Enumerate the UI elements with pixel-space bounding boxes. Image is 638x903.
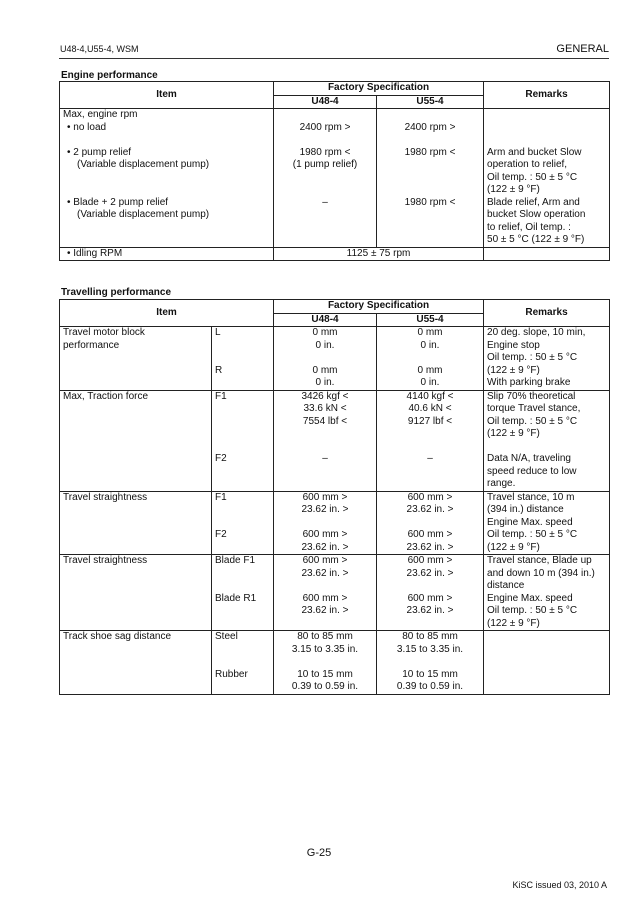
header-rule <box>59 58 609 59</box>
remarks-header: Remarks <box>484 82 610 109</box>
table-row <box>60 390 610 491</box>
traction-sub <box>212 390 274 491</box>
straightness-blade-remarks <box>484 555 610 631</box>
value-line: 23.62 in. > <box>406 567 454 579</box>
motor-block-u48 <box>274 327 377 391</box>
value-line: 23.62 in. > <box>301 541 349 553</box>
u55-header: U55-4 <box>377 95 484 109</box>
table-row <box>60 631 610 695</box>
remark-line: Engine Max. speed <box>487 592 573 604</box>
remark-line: Travel stance, Blade up <box>487 555 592 566</box>
value-line: 0 in. <box>315 377 335 388</box>
sag-u48 <box>274 631 377 695</box>
table-row <box>60 555 610 631</box>
pump-relief-remark-line: operation to relief, <box>487 159 568 170</box>
remark-line: With parking brake <box>487 377 571 388</box>
u55-header: U55-4 <box>377 313 484 327</box>
table-row <box>60 491 610 555</box>
blade-relief-remark-line: bucket Slow operation <box>487 209 586 220</box>
sag-item: Track shoe sag distance <box>60 631 212 695</box>
sub-label-f1: F1 <box>215 390 227 402</box>
value-line: 600 mm > <box>302 592 348 604</box>
straightness-blade-u55 <box>377 555 484 631</box>
table-header-row <box>60 300 610 314</box>
value-line: 23.62 in. > <box>406 605 454 616</box>
straightness-sub <box>212 491 274 555</box>
remark-line: speed reduce to low <box>487 465 577 477</box>
traction-item: Max, Traction force <box>60 390 212 491</box>
sub-label-rubber: Rubber <box>215 668 248 680</box>
no-load-label: • no load <box>67 121 107 133</box>
u55-pump-relief: 1980 rpm < <box>404 146 456 158</box>
sag-sub <box>212 631 274 695</box>
issue-note: KiSC issued 03, 2010 A <box>512 880 607 890</box>
u48-header: U48-4 <box>274 313 377 327</box>
value-line: 0 mm <box>417 364 443 376</box>
item-header: Item <box>60 300 274 327</box>
value-line: 600 mm > <box>302 555 348 566</box>
u55-no-load: 2400 rpm > <box>404 121 456 133</box>
traction-u48 <box>274 390 377 491</box>
u48-pump-relief-note: (1 pump relief) <box>292 159 358 170</box>
remark-line: (122 ± 9 °F) <box>487 617 540 629</box>
value-line: 0.39 to 0.59 in. <box>396 681 464 692</box>
item-header: Item <box>60 82 274 109</box>
engine-performance-table <box>59 81 610 261</box>
page-number: G-25 <box>306 847 332 859</box>
value-line: 7554 lbf < <box>302 415 348 427</box>
remark-line: 20 deg. slope, 10 min, <box>487 327 586 338</box>
straightness-blade-item: Travel straightness <box>60 555 212 631</box>
sub-label-l: L <box>215 327 221 338</box>
motor-block-remarks <box>484 327 610 391</box>
blade-relief-remark-line: Blade relief, Arm and <box>487 196 580 208</box>
remark-line: (122 ± 9 °F) <box>487 364 540 376</box>
u48-header: U48-4 <box>274 95 377 109</box>
remark-line: range. <box>487 478 516 489</box>
value-line: 33.6 kN < <box>303 403 347 414</box>
u48-pump-relief: 1980 rpm < <box>299 146 351 158</box>
sag-remarks <box>484 631 610 695</box>
value-line: 10 to 15 mm <box>402 668 458 680</box>
pump-relief-remark-line: Arm and bucket Slow <box>487 146 582 158</box>
value-line: 600 mm > <box>407 555 453 566</box>
remark-line: distance <box>487 580 525 591</box>
value-line: 0.39 to 0.59 in. <box>291 681 359 692</box>
remark-line: Oil temp. : 50 ± 5 °C <box>487 415 578 427</box>
value-line: 4140 kgf < <box>406 390 454 402</box>
straightness-blade-u48 <box>274 555 377 631</box>
value-line: 3.15 to 3.35 in. <box>291 643 359 655</box>
straightness-remarks <box>484 491 610 555</box>
max-engine-rpm-label: Max, engine rpm <box>63 109 138 120</box>
sag-u55 <box>377 631 484 695</box>
remark-line: Oil temp. : 50 ± 5 °C <box>487 605 578 616</box>
u48-blade-relief: – <box>322 196 328 208</box>
pump-relief-remark-line: (122 ± 9 °F) <box>487 184 540 195</box>
value-line: 600 mm > <box>302 491 348 503</box>
remarks-header: Remarks <box>484 300 610 327</box>
value-line: 80 to 85 mm <box>402 631 458 642</box>
u55-blade-relief: 1980 rpm < <box>404 196 456 208</box>
sub-label-f1: F1 <box>215 491 227 503</box>
sub-label-r: R <box>215 364 223 376</box>
travelling-performance-title: Travelling performance <box>61 287 172 298</box>
motor-block-u55 <box>377 327 484 391</box>
value-line: – <box>322 453 328 464</box>
straightness-item: Travel straightness <box>60 491 212 555</box>
table-row <box>60 109 610 248</box>
pump-relief-label: • 2 pump relief <box>67 146 132 158</box>
straightness-u48 <box>274 491 377 555</box>
engine-performance-title: Engine performance <box>61 70 158 81</box>
factory-spec-header: Factory Specification <box>274 82 484 96</box>
remark-line: Oil temp. : 50 ± 5 °C <box>487 529 578 540</box>
value-line: 80 to 85 mm <box>297 631 353 642</box>
motor-block-item <box>60 327 212 391</box>
document-id: U48-4,U55-4, WSM <box>60 44 139 54</box>
value-line: 23.62 in. > <box>406 504 454 515</box>
value-line: 0 in. <box>315 339 335 351</box>
straightness-blade-sub <box>212 555 274 631</box>
table-row <box>60 327 610 391</box>
sub-label-f2: F2 <box>215 453 227 464</box>
value-line: 0 in. <box>420 377 440 388</box>
sub-label-blade-r1: Blade R1 <box>215 592 257 604</box>
max-engine-rpm-cell <box>60 109 274 248</box>
pump-relief-remark-line: Oil temp. : 50 ± 5 °C <box>487 171 578 183</box>
sub-label-f2: F2 <box>215 529 227 540</box>
idling-rpm-label-cell <box>60 247 274 261</box>
value-line: 9127 lbf < <box>407 415 453 427</box>
value-line: 0 mm <box>312 364 338 376</box>
motor-block-sub <box>212 327 274 391</box>
value-line: 3.15 to 3.35 in. <box>396 643 464 655</box>
remark-line: Slip 70% theoretical <box>487 390 576 402</box>
remark-line: Oil temp. : 50 ± 5 °C <box>487 352 578 363</box>
blade-relief-remark-line: to relief, Oil temp. : <box>487 221 571 233</box>
remark-line: (122 ± 9 °F) <box>487 541 540 553</box>
value-line: 0 mm <box>312 327 338 338</box>
value-line: 600 mm > <box>407 529 453 540</box>
traction-u55 <box>377 390 484 491</box>
remark-line: Engine stop <box>487 339 540 351</box>
motor-block-item-line: Travel motor block <box>63 327 145 338</box>
blade-relief-sublabel: (Variable displacement pump) <box>77 209 210 220</box>
value-line: – <box>427 453 433 464</box>
remark-line: (394 in.) distance <box>487 504 564 515</box>
value-line: 3426 kgf < <box>301 390 349 402</box>
engine-remarks-cell <box>484 109 610 248</box>
value-line: 23.62 in. > <box>301 567 349 579</box>
pump-relief-sublabel: (Variable displacement pump) <box>77 159 210 170</box>
u55-engine-cell <box>377 109 484 248</box>
value-line: 23.62 in. > <box>301 605 349 616</box>
straightness-u55 <box>377 491 484 555</box>
u48-engine-cell <box>274 109 377 248</box>
traction-remarks <box>484 390 610 491</box>
value-line: 0 mm <box>417 327 443 338</box>
value-line: 40.6 kN < <box>408 403 452 414</box>
remark-line: and down 10 m (394 in.) <box>487 567 595 579</box>
remark-line: Travel stance, 10 m <box>487 491 575 503</box>
remark-line: (122 ± 9 °F) <box>487 428 540 439</box>
value-line: 600 mm > <box>407 592 453 604</box>
value-line: 10 to 15 mm <box>297 668 353 680</box>
idling-rpm-label: • Idling RPM <box>67 247 123 259</box>
u48-no-load: 2400 rpm > <box>299 121 351 133</box>
table-row <box>60 247 610 261</box>
value-line: 600 mm > <box>407 491 453 503</box>
table-header-row <box>60 82 610 96</box>
travelling-performance-table <box>59 299 610 695</box>
section-title: GENERAL <box>556 43 609 55</box>
value-line: 600 mm > <box>302 529 348 540</box>
remark-line: torque Travel stance, <box>487 403 581 414</box>
value-line: 0 in. <box>420 339 440 351</box>
value-line: 23.62 in. > <box>301 504 349 515</box>
remark-line: Engine Max. speed <box>487 516 573 528</box>
remark-line: Data N/A, traveling <box>487 453 571 464</box>
idling-rpm-value: 1125 ± 75 rpm <box>274 247 484 261</box>
motor-block-item-line: performance <box>63 339 120 351</box>
factory-spec-header: Factory Specification <box>274 300 484 314</box>
idling-remarks-cell <box>484 247 610 261</box>
sub-label-steel: Steel <box>215 631 238 642</box>
sub-label-blade-f1: Blade F1 <box>215 555 256 566</box>
value-line: 23.62 in. > <box>406 541 454 553</box>
blade-relief-label: • Blade + 2 pump relief <box>67 196 169 208</box>
blade-relief-remark-line: 50 ± 5 °C (122 ± 9 °F) <box>487 234 585 245</box>
